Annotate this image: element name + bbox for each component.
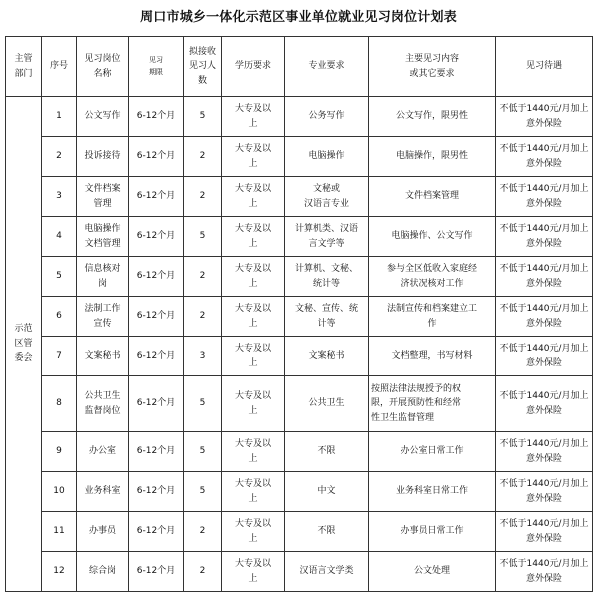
document-title: 周口市城乡一体化示范区事业单位就业见习岗位计划表 xyxy=(140,10,457,25)
table-row xyxy=(6,137,593,177)
internship-pay: 不低于1440元/月加上 意外保险 xyxy=(496,97,593,137)
internship-pay: 不低于1440元/月加上 意外保险 xyxy=(496,337,593,376)
post-name: 法制工作 宣传 xyxy=(77,297,129,337)
intake-count: 2 xyxy=(184,297,222,337)
header-post: 见习岗位 名称 xyxy=(77,37,129,97)
header-dept: 主管 部门 xyxy=(6,37,42,97)
post-name: 办事员 xyxy=(77,512,129,552)
header-major: 专业要求 xyxy=(285,37,369,97)
row-number: 9 xyxy=(42,432,77,472)
main-content: 电脑操作，限男性 xyxy=(369,137,496,177)
table-row xyxy=(6,97,593,137)
internship-pay: 不低于1440元/月加上 意外保险 xyxy=(496,217,593,257)
table-row xyxy=(6,552,593,592)
major-requirement: 不限 xyxy=(285,512,369,552)
intake-count: 2 xyxy=(184,512,222,552)
intake-count: 5 xyxy=(184,97,222,137)
internship-period: 6-12个月 xyxy=(129,137,184,177)
education-requirement: 大专及以 上 xyxy=(222,177,285,217)
header-content: 主要见习内容 或其它要求 xyxy=(369,37,496,97)
internship-period: 6-12个月 xyxy=(129,512,184,552)
internship-period: 6-12个月 xyxy=(129,337,184,376)
row-number: 7 xyxy=(42,337,77,376)
internship-pay: 不低于1440元/月加上 意外保险 xyxy=(496,137,593,177)
main-content: 办公室日常工作 xyxy=(369,432,496,472)
intake-count: 5 xyxy=(184,376,222,432)
education-requirement: 大专及以 上 xyxy=(222,512,285,552)
header-edu: 学历要求 xyxy=(222,37,285,97)
header-pay: 见习待遇 xyxy=(496,37,593,97)
intake-count: 2 xyxy=(184,257,222,297)
major-requirement: 电脑操作 xyxy=(285,137,369,177)
row-number: 12 xyxy=(42,552,77,592)
intake-count: 2 xyxy=(184,137,222,177)
internship-period: 6-12个月 xyxy=(129,217,184,257)
major-requirement: 文案秘书 xyxy=(285,337,369,376)
internship-pay: 不低于1440元/月加上 意外保险 xyxy=(496,432,593,472)
education-requirement: 大专及以 上 xyxy=(222,432,285,472)
education-requirement: 大专及以 上 xyxy=(222,217,285,257)
main-content: 公文处理 xyxy=(369,552,496,592)
education-requirement: 大专及以 上 xyxy=(222,257,285,297)
education-requirement: 大专及以 上 xyxy=(222,552,285,592)
main-content: 文件档案管理 xyxy=(369,177,496,217)
post-name: 业务科室 xyxy=(77,472,129,512)
internship-period: 6-12个月 xyxy=(129,432,184,472)
header-row xyxy=(6,37,593,97)
post-name: 综合岗 xyxy=(77,552,129,592)
table-row xyxy=(6,297,593,337)
intake-count: 2 xyxy=(184,552,222,592)
row-number: 2 xyxy=(42,137,77,177)
major-requirement: 文秘或 汉语言专业 xyxy=(285,177,369,217)
education-requirement: 大专及以 上 xyxy=(222,137,285,177)
intake-count: 3 xyxy=(184,337,222,376)
internship-pay: 不低于1440元/月加上 意外保险 xyxy=(496,297,593,337)
post-name: 办公室 xyxy=(77,432,129,472)
row-number: 3 xyxy=(42,177,77,217)
post-name: 公文写作 xyxy=(77,97,129,137)
internship-period: 6-12个月 xyxy=(129,552,184,592)
post-name: 公共卫生 监督岗位 xyxy=(77,376,129,432)
department-cell: 示范 区管 委会 xyxy=(6,97,42,592)
internship-pay: 不低于1440元/月加上 意外保险 xyxy=(496,512,593,552)
header-count: 拟接收 见习人 数 xyxy=(184,37,222,97)
main-content: 按照法律法规授予的权 限，开展预防性和经常 性卫生监督管理 xyxy=(369,376,496,432)
main-content: 法制宣传和档案建立工 作 xyxy=(369,297,496,337)
post-name: 电脑操作 文档管理 xyxy=(77,217,129,257)
header-no: 序号 xyxy=(42,37,77,97)
header-period: 见习 期限 xyxy=(129,37,184,97)
major-requirement: 文秘、宣传、统 计等 xyxy=(285,297,369,337)
table-row xyxy=(6,337,593,376)
internship-period: 6-12个月 xyxy=(129,177,184,217)
row-number: 8 xyxy=(42,376,77,432)
intake-count: 5 xyxy=(184,432,222,472)
table-row xyxy=(6,257,593,297)
education-requirement: 大专及以 上 xyxy=(222,376,285,432)
row-number: 11 xyxy=(42,512,77,552)
main-content: 参与全区低收入家庭经 济状况核对工作 xyxy=(369,257,496,297)
post-name: 投诉接待 xyxy=(77,137,129,177)
post-name: 文件档案 管理 xyxy=(77,177,129,217)
main-content: 业务科室日常工作 xyxy=(369,472,496,512)
major-requirement: 计算机类、汉语 言文学等 xyxy=(285,217,369,257)
row-number: 1 xyxy=(42,97,77,137)
table-row xyxy=(6,217,593,257)
main-content: 电脑操作、公文写作 xyxy=(369,217,496,257)
major-requirement: 中文 xyxy=(285,472,369,512)
table-row xyxy=(6,512,593,552)
row-number: 10 xyxy=(42,472,77,512)
education-requirement: 大专及以 上 xyxy=(222,97,285,137)
main-content: 办事员日常工作 xyxy=(369,512,496,552)
major-requirement: 不限 xyxy=(285,432,369,472)
internship-plan-table xyxy=(5,36,593,592)
internship-pay: 不低于1440元/月加上 意外保险 xyxy=(496,257,593,297)
row-number: 6 xyxy=(42,297,77,337)
major-requirement: 汉语言文学类 xyxy=(285,552,369,592)
table-row xyxy=(6,376,593,432)
row-number: 5 xyxy=(42,257,77,297)
table-row xyxy=(6,177,593,217)
major-requirement: 公务写作 xyxy=(285,97,369,137)
internship-pay: 不低于1440元/月加上 意外保险 xyxy=(496,472,593,512)
major-requirement: 公共卫生 xyxy=(285,376,369,432)
internship-period: 6-12个月 xyxy=(129,472,184,512)
education-requirement: 大专及以 上 xyxy=(222,337,285,376)
education-requirement: 大专及以 上 xyxy=(222,297,285,337)
row-number: 4 xyxy=(42,217,77,257)
internship-pay: 不低于1440元/月加上 意外保险 xyxy=(496,552,593,592)
internship-period: 6-12个月 xyxy=(129,376,184,432)
intake-count: 5 xyxy=(184,217,222,257)
post-name: 信息核对 岗 xyxy=(77,257,129,297)
internship-period: 6-12个月 xyxy=(129,257,184,297)
table-row xyxy=(6,432,593,472)
intake-count: 2 xyxy=(184,177,222,217)
education-requirement: 大专及以 上 xyxy=(222,472,285,512)
main-content: 公文写作，限男性 xyxy=(369,97,496,137)
post-name: 文案秘书 xyxy=(77,337,129,376)
internship-period: 6-12个月 xyxy=(129,297,184,337)
major-requirement: 计算机、文秘、 统计等 xyxy=(285,257,369,297)
table-row xyxy=(6,472,593,512)
internship-pay: 不低于1440元/月加上 意外保险 xyxy=(496,177,593,217)
internship-period: 6-12个月 xyxy=(129,97,184,137)
intake-count: 5 xyxy=(184,472,222,512)
internship-pay: 不低于1440元/月加上 意外保险 xyxy=(496,376,593,432)
main-content: 文档整理，书写材料 xyxy=(369,337,496,376)
